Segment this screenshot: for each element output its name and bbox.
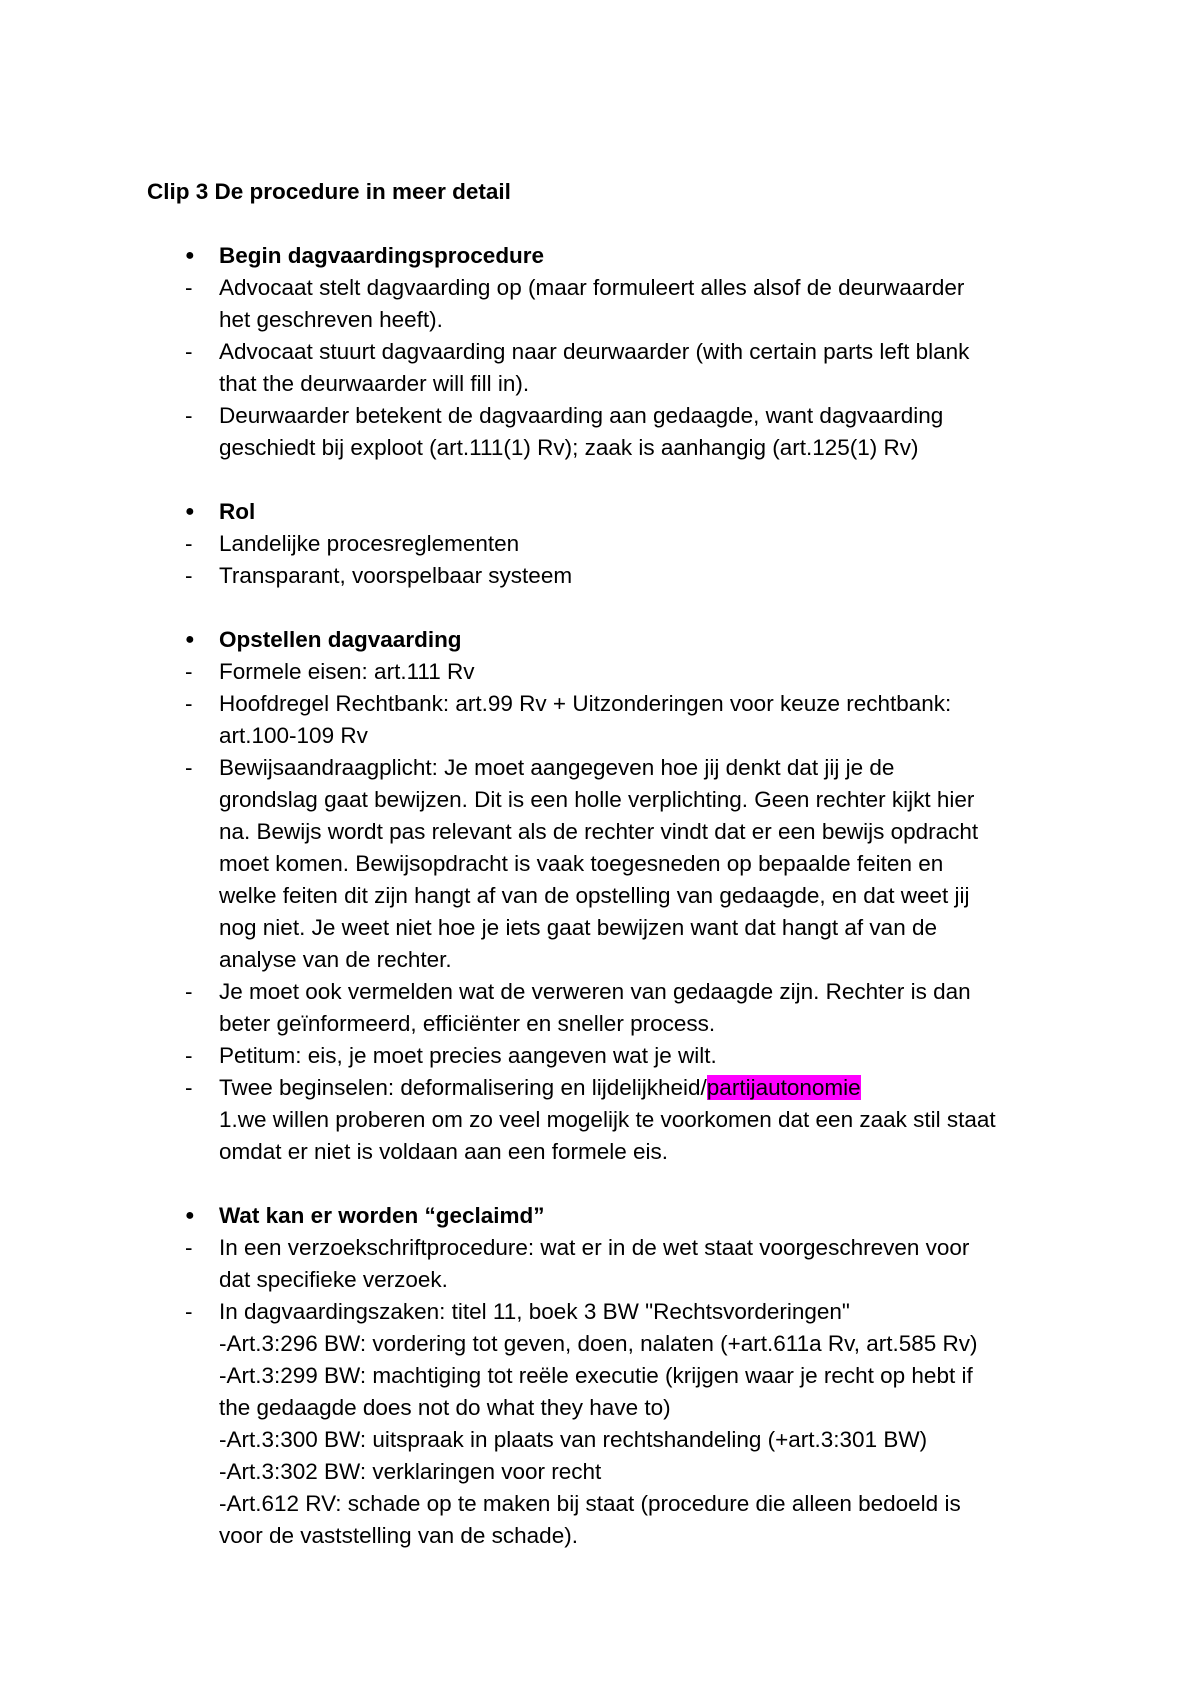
document-title: Clip 3 De procedure in meer detail xyxy=(147,179,511,204)
text-line: -Art.3:299 BW: machtiging tot reële executie (krijgen waar je recht op hebt if xyxy=(219,1363,973,1388)
text-line: Advocaat stuurt dagvaarding naar deurwaarder (with certain parts left blank xyxy=(219,339,970,364)
dash-icon: - xyxy=(185,691,193,716)
section-wat-kan-er-worden-geclaimd xyxy=(147,1200,1087,1552)
list-item xyxy=(147,688,1087,752)
text-line: -Art.612 RV: schade op te maken bij staat (procedure die alleen bedoeld is xyxy=(219,1491,961,1516)
text-line: Je moet ook vermelden wat de verweren van gedaagde zijn. Rechter is dan xyxy=(219,979,971,1004)
list-item xyxy=(147,656,1087,688)
list-item xyxy=(147,1040,1087,1072)
bullet-icon: ● xyxy=(185,247,195,264)
text-line: the gedaagde does not do what they have to) xyxy=(219,1395,671,1420)
section-begin-dagvaardingsprocedure xyxy=(147,240,1087,464)
dash-icon: - xyxy=(185,339,193,364)
text-line: na. Bewijs wordt pas relevant als de rechter vindt dat er een bewijs opdracht xyxy=(219,819,979,844)
text-line: In een verzoekschriftprocedure: wat er in de wet staat voorgeschreven voor xyxy=(219,1235,970,1260)
bullet-icon: ● xyxy=(185,1207,195,1224)
text-line: -Art.3:302 BW: verklaringen voor recht xyxy=(219,1459,602,1484)
list-item xyxy=(147,560,1087,592)
text-line: Transparant, voorspelbaar systeem xyxy=(219,563,573,588)
section-opstellen-dagvaarding xyxy=(147,624,1087,1168)
list-item xyxy=(147,272,1087,336)
list-item xyxy=(147,528,1087,560)
list-item xyxy=(147,400,1087,464)
dash-icon: - xyxy=(185,563,193,588)
text-line: Petitum: eis, je moet precies aangeven wat je wilt. xyxy=(219,1043,717,1068)
text-line: -Art.3:296 BW: vordering tot geven, doen, nalaten (+art.611a Rv, art.585 Rv) xyxy=(219,1331,978,1356)
dash-icon: - xyxy=(185,979,193,1004)
dash-icon: - xyxy=(185,403,193,428)
section-heading xyxy=(147,240,1087,272)
section-rol xyxy=(147,496,1087,592)
text-line: omdat er niet is voldaan aan een formele eis. xyxy=(219,1139,669,1164)
text-line: Landelijke procesreglementen xyxy=(219,531,520,556)
bullet-icon: ● xyxy=(185,503,195,520)
bullet-icon: ● xyxy=(185,631,195,648)
text-line xyxy=(219,1072,1087,1104)
list-item xyxy=(147,1072,1087,1168)
text-line: -Art.3:300 BW: uitspraak in plaats van rechtshandeling (+art.3:301 BW) xyxy=(219,1427,928,1452)
section-heading-text: Begin dagvaardingsprocedure xyxy=(219,243,545,268)
text-line: voor de vaststelling van de schade). xyxy=(219,1523,578,1548)
dash-icon: - xyxy=(185,531,193,556)
text-line: moet komen. Bewijsopdracht is vaak toegesneden op bepaalde feiten en xyxy=(219,851,944,876)
text-line: analyse van de rechter. xyxy=(219,947,452,972)
text-line: dat specifieke verzoek. xyxy=(219,1267,448,1292)
section-heading xyxy=(147,1200,1087,1232)
list-item xyxy=(147,1232,1087,1296)
highlighted-text: partijautonomie xyxy=(706,1075,861,1100)
text-line: nog niet. Je weet niet hoe je iets gaat bewijzen want dat hangt af van de xyxy=(219,915,937,940)
text-line: that the deurwaarder will fill in). xyxy=(219,371,530,396)
dash-icon: - xyxy=(185,1043,193,1068)
text-line: In dagvaardingszaken: titel 11, boek 3 BW "Rechtsvorderingen" xyxy=(219,1299,850,1324)
section-heading xyxy=(147,496,1087,528)
section-heading-text: Opstellen dagvaarding xyxy=(219,627,462,652)
text-line: Deurwaarder betekent de dagvaarding aan gedaagde, want dagvaarding xyxy=(219,403,944,428)
text-plain: Twee beginselen: deformalisering en lijdelijkheid/ xyxy=(219,1075,707,1100)
text-line: beter geïnformeerd, efficiënter en sneller process. xyxy=(219,1011,716,1036)
text-line: Hoofdregel Rechtbank: art.99 Rv + Uitzonderingen voor keuze rechtbank: xyxy=(219,691,952,716)
dash-icon: - xyxy=(185,1235,193,1260)
list-item xyxy=(147,1296,1087,1552)
dash-icon: - xyxy=(185,659,193,684)
text-line: het geschreven heeft). xyxy=(219,307,443,332)
dash-icon: - xyxy=(185,755,193,780)
dash-icon: - xyxy=(185,1299,193,1324)
text-line: grondslag gaat bewijzen. Dit is een holle verplichting. Geen rechter kijkt hier xyxy=(219,787,975,812)
text-line: art.100-109 Rv xyxy=(219,723,368,748)
document-page xyxy=(147,176,1087,1584)
section-heading-text: Rol xyxy=(219,499,256,524)
text-line: geschiedt bij exploot (art.111(1) Rv); zaak is aanhangig (art.125(1) Rv) xyxy=(219,435,919,460)
text-line: Formele eisen: art.111 Rv xyxy=(219,659,475,684)
dash-icon: - xyxy=(185,1075,193,1100)
text-line: Advocaat stelt dagvaarding op (maar formuleert alles alsof de deurwaarder xyxy=(219,275,965,300)
section-heading-text: Wat kan er worden “geclaimd” xyxy=(219,1203,545,1228)
dash-icon: - xyxy=(185,275,193,300)
list-item xyxy=(147,336,1087,400)
section-heading xyxy=(147,624,1087,656)
text-line: 1.we willen proberen om zo veel mogelijk te voorkomen dat een zaak stil staat xyxy=(219,1107,996,1132)
text-line: welke feiten dit zijn hangt af van de opstelling van gedaagde, en dat weet jij xyxy=(219,883,970,908)
list-item xyxy=(147,752,1087,976)
list-item xyxy=(147,976,1087,1040)
text-line: Bewijsaandraagplicht: Je moet aangegeven hoe jij denkt dat jij je de xyxy=(219,755,895,780)
